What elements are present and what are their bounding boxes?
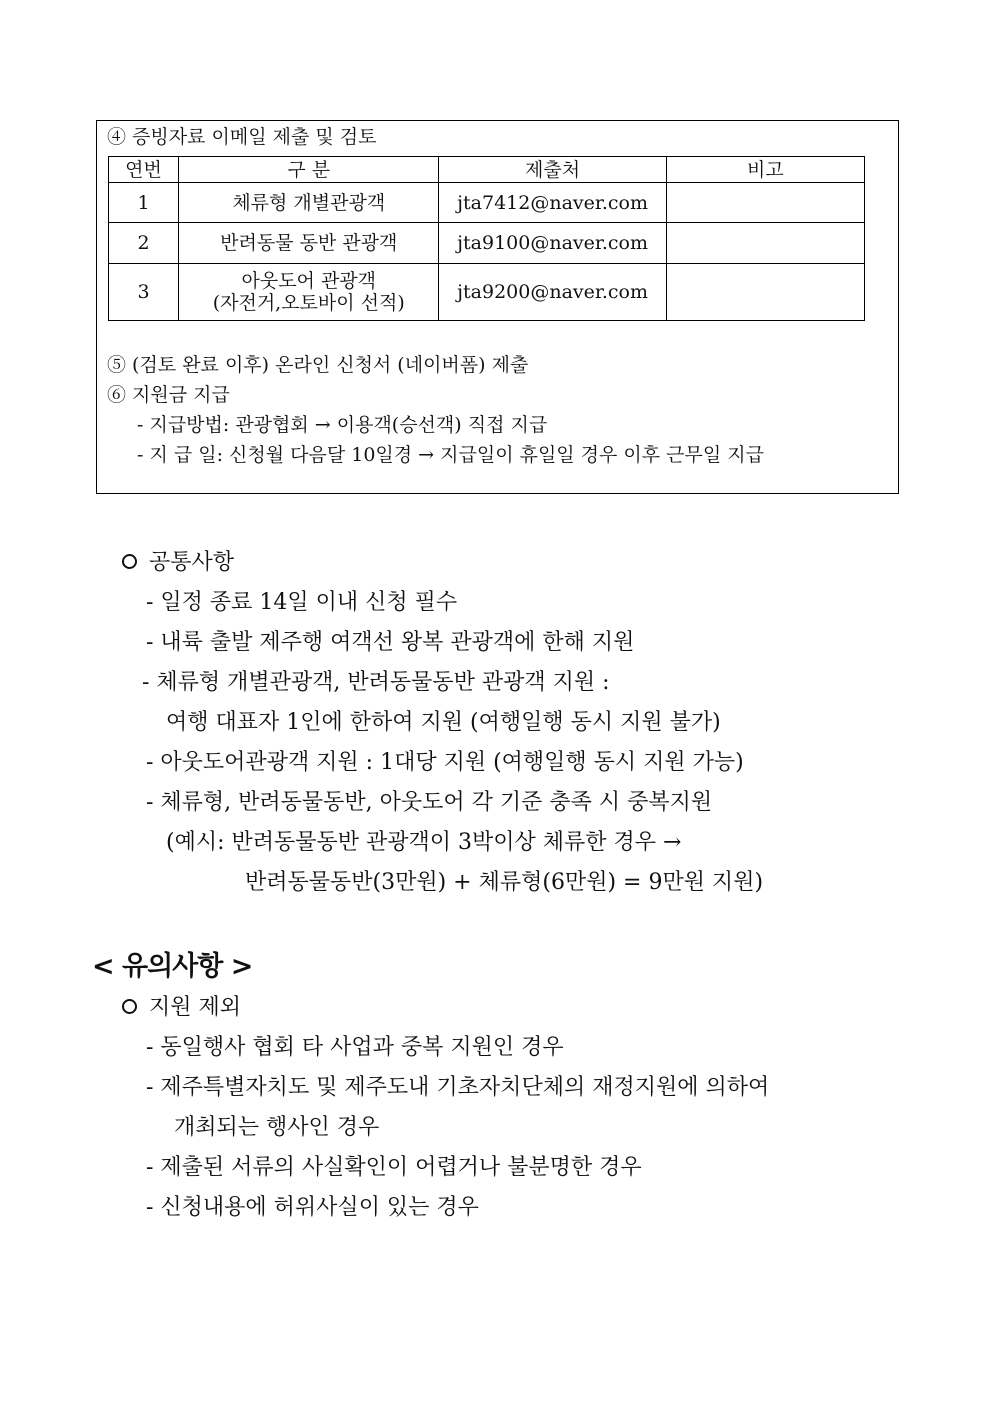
cell-note — [666, 183, 864, 223]
cautions-line: - 신청내용에 허위사실이 있는 경우 — [146, 1195, 479, 1220]
cautions-heading: < 유의사항 > — [92, 951, 253, 982]
cell-note — [666, 223, 864, 264]
cautions-line: - 제주특별자치도 및 제주도내 기초자치단체의 재정지원에 의하여 — [146, 1075, 770, 1100]
step6-item: - 지 급 일: 신청월 다음달 10일경 → 지급일이 휴일일 경우 이후 근무일 지급 — [137, 444, 764, 466]
cautions-subtitle-text: 지원 제외 — [149, 995, 242, 1020]
cautions-line: 개최되는 행사인 경우 — [174, 1115, 380, 1140]
table-row — [109, 183, 865, 223]
table-header-row — [109, 157, 865, 183]
cell-note — [666, 264, 864, 321]
table-row — [109, 223, 865, 264]
circle-bullet-icon — [122, 999, 137, 1014]
cell-category-sub: (자전거,오토바이 선적) — [212, 292, 405, 314]
cell-email: jta9100@naver.com — [439, 223, 666, 264]
header-email: 제출처 — [439, 157, 666, 183]
cell-no: 1 — [109, 183, 179, 223]
cell-category: 반려동물 동반 관광객 — [179, 223, 439, 264]
step5-text: ⑤ (검토 완료 이후) 온라인 신청서 (네이버폼) 제출 — [107, 354, 529, 376]
step4-title: ④ 증빙자료 이메일 제출 및 검토 — [107, 126, 377, 148]
cell-category — [179, 264, 439, 321]
cell-email: jta7412@naver.com — [439, 183, 666, 223]
circle-bullet-icon — [122, 554, 137, 569]
cell-no: 2 — [109, 223, 179, 264]
cautions-line: - 제출된 서류의 사실확인이 어렵거나 불분명한 경우 — [146, 1155, 642, 1180]
procedure-box — [96, 120, 899, 494]
header-note: 비고 — [666, 157, 864, 183]
cell-category: 체류형 개별관광객 — [179, 183, 439, 223]
common-line: 여행 대표자 1인에 한하여 지원 (여행일행 동시 지원 불가) — [166, 710, 721, 735]
cell-no: 3 — [109, 264, 179, 321]
common-line: - 아웃도어관광객 지원 : 1대당 지원 (여행일행 동시 지원 가능) — [146, 750, 744, 775]
submission-table — [108, 156, 865, 321]
common-line: (예시: 반려동물동반 관광객이 3박이상 체류한 경우 → — [166, 830, 682, 855]
cautions-subtitle — [122, 990, 241, 1021]
common-line: 반려동물동반(3만원) + 체류형(6만원) = 9만원 지원) — [245, 870, 764, 895]
cell-category-main: 아웃도어 관광객 — [241, 270, 377, 292]
step6-item: - 지급방법: 관광협회 → 이용객(승선객) 직접 지급 — [137, 414, 548, 436]
common-title — [122, 545, 234, 576]
common-title-text: 공통사항 — [149, 550, 235, 575]
header-category: 구 분 — [179, 157, 439, 183]
table-row — [109, 264, 865, 321]
cell-email: jta9200@naver.com — [439, 264, 666, 321]
common-line: - 내륙 출발 제주행 여객선 왕복 관광객에 한해 지원 — [146, 630, 635, 655]
common-line: - 체류형, 반려동물동반, 아웃도어 각 기준 충족 시 중복지원 — [146, 790, 713, 815]
cautions-line: - 동일행사 협회 타 사업과 중복 지원인 경우 — [146, 1035, 564, 1060]
common-line: - 체류형 개별관광객, 반려동물동반 관광객 지원 : — [142, 670, 610, 695]
header-no: 연번 — [109, 157, 179, 183]
step6-title: ⑥ 지원금 지급 — [107, 384, 230, 406]
common-line: - 일정 종료 14일 이내 신청 필수 — [146, 590, 458, 615]
